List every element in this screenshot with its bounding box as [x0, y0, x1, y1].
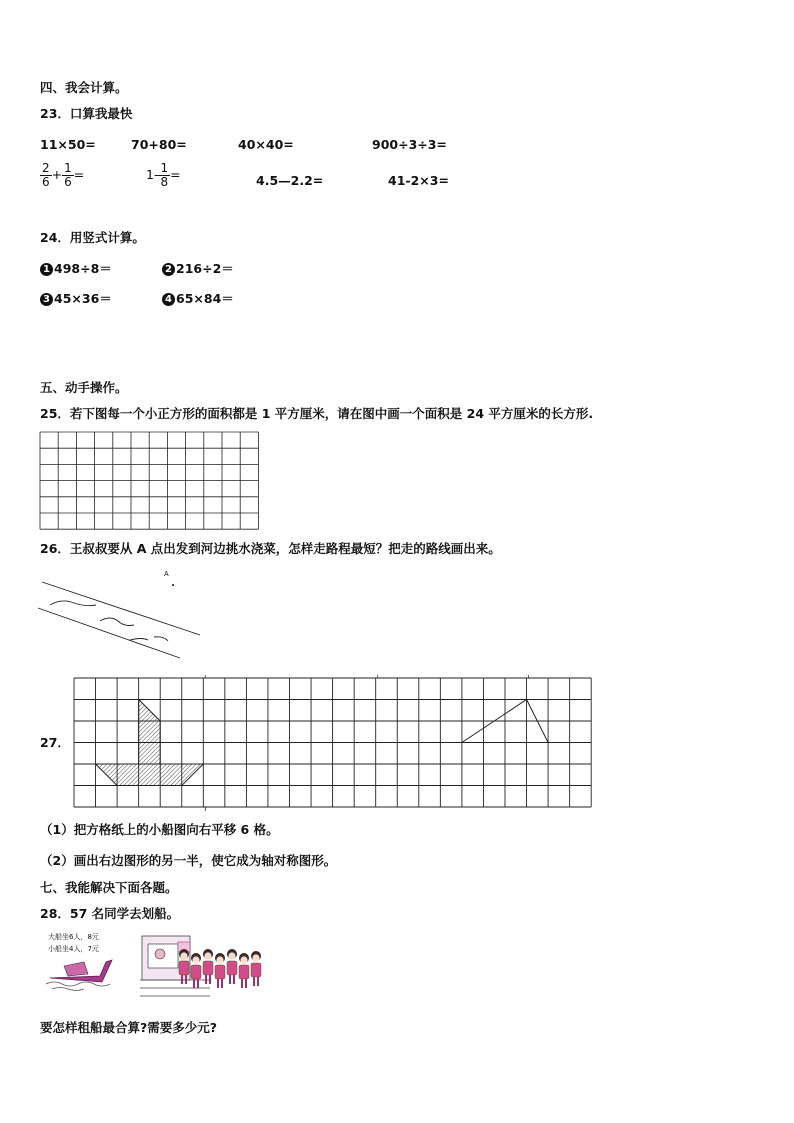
q27-square-grid[interactable] [74, 678, 592, 810]
child-face [192, 956, 199, 963]
q24-item-4: 4 65×84＝ [162, 291, 234, 307]
q28-boat-illustration [44, 930, 120, 992]
q24-item-3: 3 45×36＝ [40, 291, 112, 307]
q27-sub1: （1）把方格纸上的小船图向右平移 6 格。 [40, 822, 279, 837]
child-face [228, 952, 235, 959]
q23-item-4: 900÷3÷3= [372, 137, 447, 152]
q27-label: 27． [40, 735, 70, 750]
child-body [215, 965, 225, 979]
fraction-1-6: $\frac{1}{6}$ [64, 161, 72, 189]
fraction-1-8: $\frac{1}{8}$ [160, 161, 169, 189]
q23-item-decimal: 4.5—2.2= [256, 173, 324, 188]
q23-fraction-diff: 1- $\frac{1}{8}$ = [146, 161, 181, 189]
child-body [227, 961, 237, 975]
q23-item-1: 11×50= [40, 137, 96, 152]
boat-sail [139, 700, 161, 765]
child-face [240, 956, 247, 963]
q24-title: 24．用竖式计算。 [40, 230, 145, 245]
q23-item-mixed: 41-2×3= [388, 173, 449, 188]
q28-title: 28．57 名同学去划船。 [40, 906, 180, 921]
child-body [191, 965, 201, 979]
fraction-2-6: $\frac{2}{6}$ [42, 161, 50, 189]
q24-item-2: 2 216÷2＝ [162, 261, 234, 277]
q27-sub2: （2）画出右边图形的另一半，使它成为轴对称图形。 [40, 853, 337, 868]
q23-fraction-sum: $\frac{2}{6}$ + $\frac{1}{6}$ = [42, 161, 85, 189]
section7-heading: 七、我能解决下面各题。 [40, 880, 178, 895]
river-wave-2 [100, 618, 134, 626]
q25-title: 25．若下图每一个小正方形的面积都是 1 平方厘米，请在图中画一个面积是 24 平方厘米的长方形. [40, 406, 594, 421]
child-face [204, 952, 211, 959]
q28-sign-big: 大船坐6人，8元 [48, 933, 99, 941]
river-bank-top [42, 582, 200, 635]
child-body [251, 963, 261, 977]
q28-sign-small: 小船坐4人，7元 [48, 945, 99, 953]
river-wave-1 [50, 601, 96, 606]
river-wave-3 [130, 637, 168, 641]
child-face [252, 954, 259, 961]
q25-square-grid[interactable] [40, 432, 260, 532]
q26-title: 26．王叔叔要从 A 点出发到河边挑水浇菜，怎样走路程最短？把走的路线画出来。 [40, 541, 501, 556]
q28-question: 要怎样租船最合算?需要多少元? [40, 1020, 218, 1035]
q28-ticket-booth-illustration [140, 932, 266, 1008]
child-body [179, 961, 189, 975]
q23-title: 23．口算我最快 [40, 106, 133, 121]
child-face [180, 952, 187, 959]
child-body [239, 965, 249, 979]
child-body [203, 961, 213, 975]
q24-item-1: 1 498÷8＝ [40, 261, 112, 277]
boat-hull [96, 764, 204, 786]
section4-heading: 四、我会计算。 [40, 80, 128, 95]
river-bank-bottom [38, 608, 180, 658]
point-a[interactable] [172, 584, 174, 586]
boat-icon [44, 952, 120, 992]
q23-item-2: 70+80= [131, 137, 187, 152]
q23-item-3: 40×40= [238, 137, 294, 152]
q26-river-drawing [30, 565, 210, 665]
section5-heading: 五、动手操作。 [40, 380, 128, 395]
point-a-label: A [164, 571, 169, 578]
child-face [216, 956, 223, 963]
